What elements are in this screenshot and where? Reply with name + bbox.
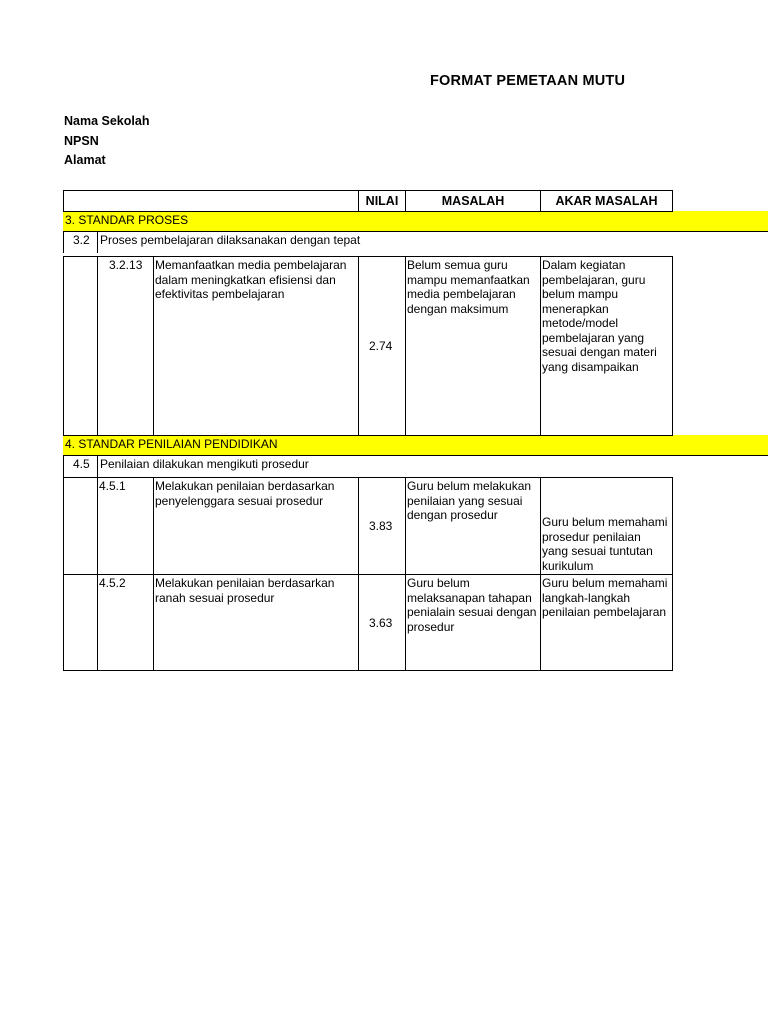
row-4-5-2-masalah: Guru belum melaksanapan tahapan penialain sesuai dengan prosedur — [407, 576, 537, 634]
row-4-5-2-desc: Melakukan penilaian berdasarkan ranah sesuai prosedur — [155, 576, 335, 605]
row-4-5-1-masalah: Guru belum melakukan penilaian yang sesuai dengan prosedur — [407, 479, 532, 522]
field-nama-sekolah: Nama Sekolah — [64, 114, 150, 128]
row-4-5-1-nilai: 3.83 — [369, 519, 393, 533]
sub-3-2-number: 3.2 — [73, 233, 90, 247]
field-npsn: NPSN — [64, 134, 99, 148]
row-4-5-1-akar: Guru belum memahami prosedur penilaian yang sesuai tuntutan kurikulum — [542, 515, 668, 573]
sub-3-2-text: Proses pembelajaran dilaksanakan dengan tepat — [100, 233, 361, 247]
section-4-title: 4. STANDAR PENILAIAN PENDIDIKAN — [65, 437, 278, 451]
row-3-2-13-masalah: Belum semua guru mampu memanfaatkan media pembelajaran dengan maksimum — [407, 258, 530, 316]
document-title: FORMAT PEMETAAN MUTU — [430, 73, 626, 89]
section-3-title: 3. STANDAR PROSES — [65, 213, 189, 227]
sub-4-5-number: 4.5 — [73, 457, 90, 471]
row-3-2-13-number: 3.2.13 — [109, 258, 143, 272]
sub-4-5-text: Penilaian dilakukan mengikuti prosedur — [100, 457, 309, 471]
header-nilai: NILAI — [365, 194, 399, 208]
row-3-2-13-akar: Dalam kegiatan pembelajaran, guru belum mampu menerapkan metode/model pembelajaran yang sesuai dengan materi yang disampaikan — [542, 258, 657, 374]
row-4-5-2-number: 4.5.2 — [99, 576, 126, 590]
row-4-5-2-nilai: 3.63 — [369, 616, 393, 630]
row-3-2-13-desc: Memanfaatkan media pembelajaran dalam meningkatkan efisiensi dan efektivitas pembelajaran — [155, 258, 347, 301]
row-4-5-2-akar: Guru belum memahami langkah-langkah penilaian pembelajaran — [542, 576, 668, 619]
field-alamat: Alamat — [64, 153, 106, 167]
row-4-5-1-desc: Melakukan penilaian berdasarkan penyelenggara sesuai prosedur — [155, 479, 335, 508]
row-4-5-1-number: 4.5.1 — [99, 479, 126, 493]
row-3-2-13-nilai: 2.74 — [369, 339, 393, 353]
header-akar-masalah: AKAR MASALAH — [555, 194, 658, 208]
header-masalah: MASALAH — [441, 194, 505, 208]
